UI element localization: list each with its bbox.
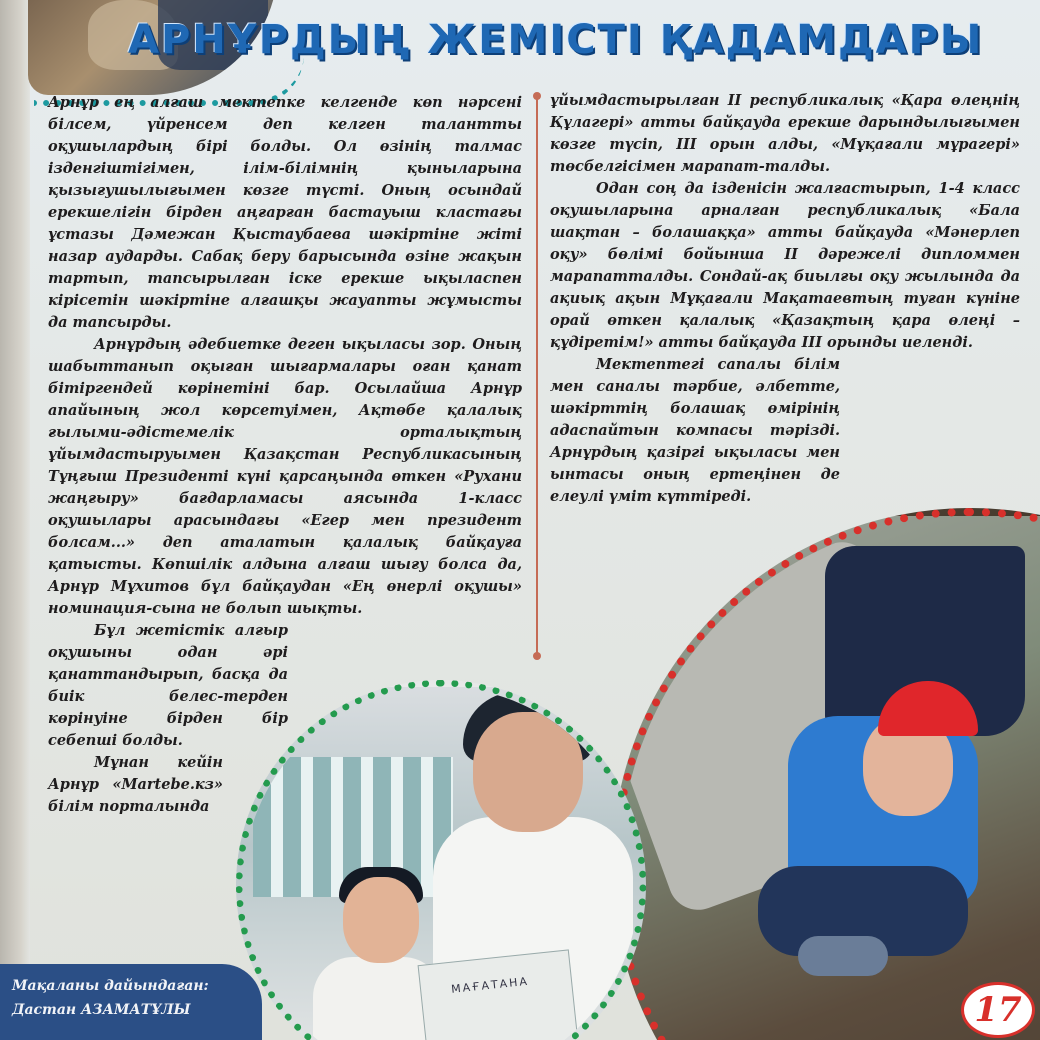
paragraph: Арнұрдың әдебиетке деген ықыласы зор. Оның шабыттанып оқыған шығармалары оған қанат бітіргендей көрінетіні бар. Осылайша Арнұр апайының жол көрсетуімен, Ақтөбе қалалық ғылыми-әдістемелік орталықтың ұйымдастыруымен Қазақстан Республикасының Тұңғыш Президенті күні қарсаңында өткен «Рухани жаңғыру» бағдарламасы аясында 1-класс оқушылары арасындағы «Егер мен президент болсам...» деп аталатын қалалық байқауға қатысты. Көпшілік алдына алғаш шығу болса да, Арнұр Мұхитов бұл байқаудан «Ең өнерлі оқушы» номинация-сына не болып шықты. bbox=[48, 336, 522, 617]
paragraph: Одан соң да ізденісін жалғастырып, 1-4 класс оқушыларына арналған республикалық «Бала шақтан – болашаққа» атты байқауда «Мәнерлеп оқу» бөлімі бойынша II дәрежелі дипломмен марапатталды. Сондай-ақ биылғы оқу жылында да ақиық ақын Мұқағали Мақатаевтың туған күніне орай өткен қалалық «Қазақтың қара өлеңі – құдіретім!» атты байқауда III орынды иеленді. bbox=[550, 180, 1020, 351]
photo-boy-outdoors bbox=[612, 508, 1040, 1040]
page-number: 17 bbox=[961, 982, 1035, 1038]
credit-label: Мақаланы дайындаған: bbox=[12, 978, 209, 994]
paragraph: ұйымдастырылған II республикалық «Қара өлеңнің Құлагері» атты байқауда ерекше дарындылығымен көзге түсіп, III орын алды, «Мұқағали мұрагері» төсбелгісімен марапат-талды. bbox=[550, 92, 1020, 175]
teacher-face bbox=[473, 712, 583, 832]
paragraph: Арнұр ең алғаш мектепке келгенде көп нәрсені білсем, үйренсем деп келген талантты оқушылардың бірі болды. Ол өзінің талмас ізденгіштігімен, ілім-білімнің қыныларына қызығушылығымен көзге түсті. Оның осындай ерекшелігін бірден аңғарған бастауыш кластағы ұстазы Дәмежан Қыстаубаева шәкіртіне жіті назар аударды. Сабақ беру барысында өзіне жақын тартып, тапсырылған іске ерекше ықыласпен кірісетін шәкіртіне алғашқы жауапты жұмысты да тапсырды. bbox=[48, 94, 522, 331]
author-credit bbox=[0, 964, 262, 1040]
page-spine bbox=[0, 0, 30, 1040]
article-title: АРНҰРДЫҢ ЖЕМІСТІ ҚАДАМДАРЫ bbox=[128, 17, 984, 63]
paragraph: Мектептегі сапалы білім мен саналы тәрбие, әлбетте, шәкірттің болашақ өмірінің адаспайтын компасы тәрізді. Арнұрдың қазіргі ықыласы мен ынтасы оның ертеңінен де елеулі үміт күттіреді. bbox=[550, 356, 840, 505]
column-divider bbox=[536, 96, 538, 656]
paragraph: Бұл жетістік алғыр оқушыны одан әрі қанаттандырып, басқа да биік белес-терден көрінуіне бірден бір себепші болды. bbox=[48, 622, 288, 749]
red-cap-shape bbox=[878, 681, 978, 736]
paragraph: Мұнан кейін Арнұр «Martebe.кз» білім порталында bbox=[48, 754, 223, 815]
book-label: МАҒАТАНА bbox=[450, 974, 530, 996]
shoe-shape bbox=[798, 936, 888, 976]
credit-author: Дастан АЗАМАТҰЛЫ bbox=[12, 1002, 191, 1018]
boy-figure bbox=[768, 636, 998, 996]
student-face bbox=[343, 877, 419, 963]
certificate-book bbox=[418, 949, 581, 1040]
article-column-right bbox=[550, 90, 1020, 508]
